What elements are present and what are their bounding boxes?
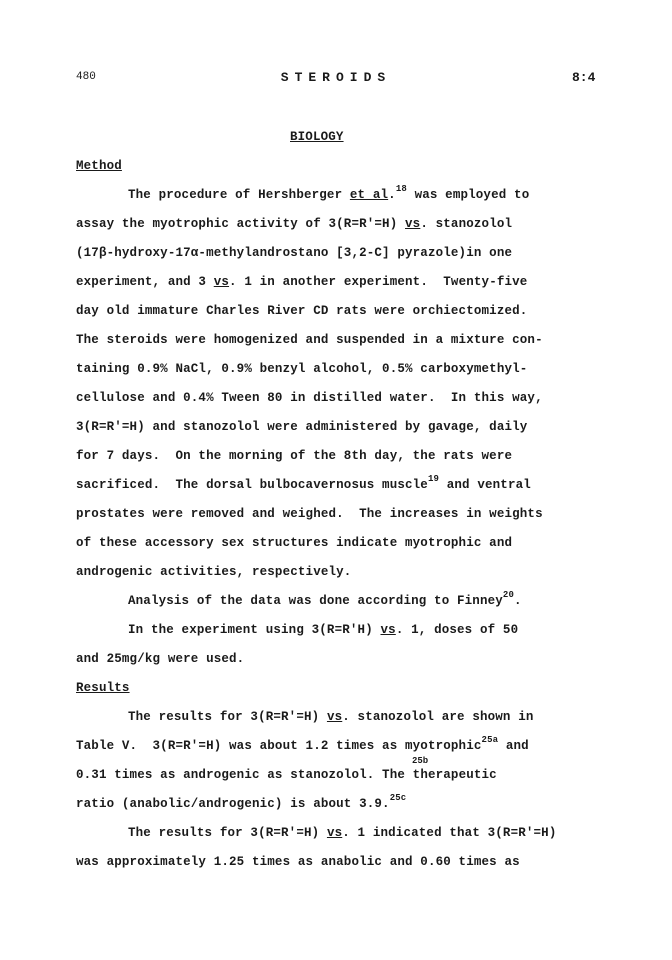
method-line-6: The steroids were homogenized and suspended in a mixture con- xyxy=(76,333,543,347)
section-title: BIOLOGY xyxy=(290,130,344,144)
results-line-3: 0.31 times as androgenic as stanozolol. The therapeutic xyxy=(76,768,497,782)
results-line-5: The results for 3(R=R'=H) vs. 1 indicated that 3(R=R'=H) xyxy=(128,826,557,840)
method-line-13: of these accessory sex structures indicate myotrophic and xyxy=(76,536,513,550)
method-line-11: sacrificed. The dorsal bulbocavernosus muscle$^{19}$ and ventral xyxy=(76,474,531,492)
method-line-16: In the experiment using 3(R=R'H) vs. 1, doses of 50 xyxy=(128,623,519,637)
method-line-10: for 7 days. On the morning of the 8th day, the rats were xyxy=(76,449,513,463)
results-heading: Results xyxy=(76,681,130,695)
method-line-2: assay the myotrophic activity of 3(R=R'=H) vs. stanozolol xyxy=(76,217,513,231)
method-line-5: day old immature Charles River CD rats were orchiectomized. xyxy=(76,304,528,318)
method-line-4: experiment, and 3 vs. 1 in another experiment. Twenty-five xyxy=(76,275,528,289)
journal-title: STEROIDS xyxy=(280,70,392,85)
method-line-9: 3(R=R'=H) and stanozolol were administered by gavage, daily xyxy=(76,420,528,434)
method-line-1: The procedure of Hershberger et al.$^{18}$ was employed to xyxy=(128,184,530,202)
method-line-17: and 25mg/kg were used. xyxy=(76,652,245,666)
method-line-14: androgenic activities, respectively. xyxy=(76,565,352,579)
method-line-12: prostates were removed and weighed. The increases in weights xyxy=(76,507,543,521)
method-line-15: Analysis of the data was done according to Finney$^{20}$. xyxy=(128,590,522,608)
method-line-3: (17β-hydroxy-17α-methylandrostano [3,2-C] pyrazole)in one xyxy=(76,246,513,260)
method-line-8: cellulose and 0.4% Tween 80 in distilled water. In this way, xyxy=(76,391,543,405)
results-line-6: was approximately 1.25 times as anabolic and 0.60 times as xyxy=(76,855,520,869)
results-line-4: ratio (anabolic/androgenic) is about 3.9.$^{25c}$ xyxy=(76,793,407,811)
page-number: 480 xyxy=(76,71,96,83)
method-line-7: taining 0.9% NaCl, 0.9% benzyl alcohol, 0.5% carboxymethyl- xyxy=(76,362,528,376)
issue-number: 8:4 xyxy=(572,70,596,85)
results-line-2: Table V. 3(R=R'=H) was about 1.2 times as myotrophic$^{25a}$ and xyxy=(76,735,529,753)
reference-25b: 25b xyxy=(412,756,429,766)
results-line-1: The results for 3(R=R'=H) vs. stanozolol are shown in xyxy=(128,710,534,724)
method-heading: Method xyxy=(76,159,122,173)
